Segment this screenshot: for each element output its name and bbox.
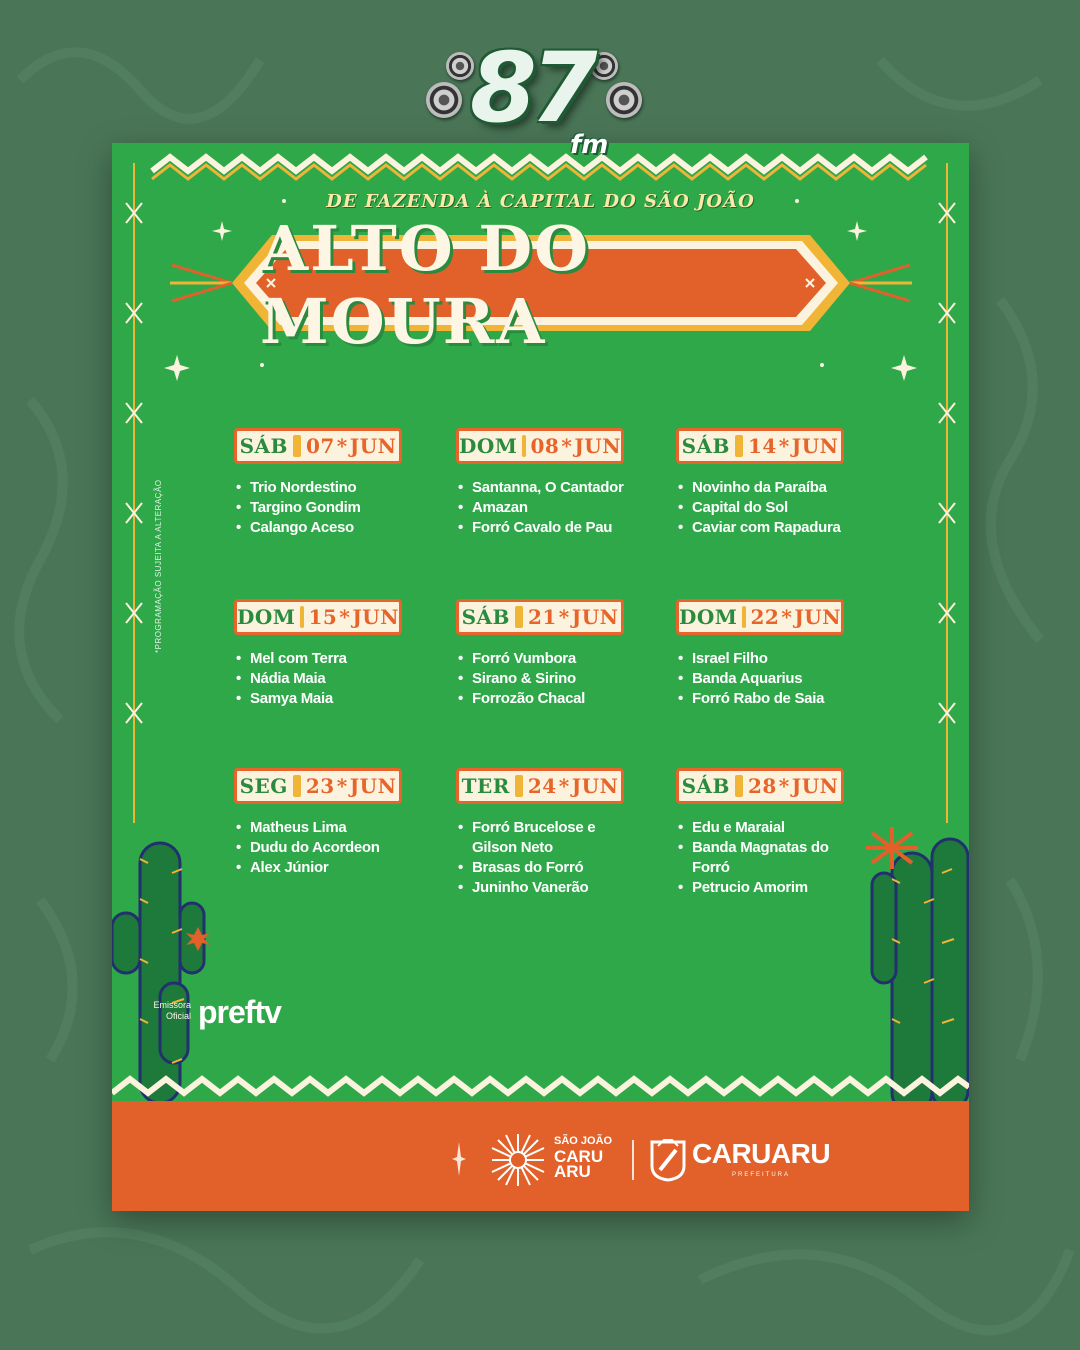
separator-icon: [522, 435, 525, 457]
date-number: 08: [530, 434, 560, 458]
date-number: 07: [305, 434, 335, 458]
separator-icon: [735, 775, 743, 797]
separator-icon: [293, 775, 301, 797]
star-icon: *: [558, 605, 570, 629]
artist-list: [456, 478, 676, 538]
preftv-logo: preftv: [198, 994, 281, 1030]
date-number: 24: [527, 774, 557, 798]
radio-logo: [420, 30, 660, 180]
speaker-icon: [590, 52, 618, 80]
emissora-label: Emissora Oficial: [153, 1000, 191, 1021]
weekday: DOM: [237, 605, 296, 629]
list-item: • Banda Magnatas do Forró: [676, 838, 836, 878]
list-item: • Brasas do Forró: [456, 858, 616, 878]
artist-list: [234, 478, 454, 538]
day-block: [676, 599, 896, 709]
separator-icon: [293, 435, 301, 457]
list-item: • Forrozão Chacal: [456, 689, 676, 709]
date-number: 23: [305, 774, 335, 798]
artist-list: [234, 818, 454, 878]
poster-tagline: DE FAZENDA À CAPITAL DO SÃO JOÃO: [326, 191, 755, 212]
date-number: 28: [747, 774, 777, 798]
list-item: • Targino Gondim: [234, 498, 454, 518]
star-icon: *: [339, 605, 351, 629]
list-item: • Matheus Lima: [234, 818, 454, 838]
list-item: • Forró Brucelose e Gilson Neto: [456, 818, 616, 858]
list-item: • Israel Filho: [676, 649, 896, 669]
list-item: • Samya Maia: [234, 689, 454, 709]
prefeitura-label: PREFEITURA: [732, 1172, 791, 1178]
day-block: [676, 428, 896, 538]
artist-list: [676, 478, 896, 538]
list-item: • Amazan: [456, 498, 676, 518]
list-item: • Dudu do Acordeon: [234, 838, 454, 858]
day-block: [234, 428, 454, 538]
star-icon: *: [778, 774, 790, 798]
poster-title: ALTO DO MOURA: [260, 212, 591, 358]
date-tag: [234, 768, 402, 804]
sun-icon: [488, 1132, 548, 1188]
list-item: • Calango Aceso: [234, 518, 454, 538]
artist-list: [676, 818, 836, 898]
date-tag: [456, 599, 624, 635]
month: JUN: [352, 605, 399, 629]
divider: [632, 1140, 634, 1180]
separator-icon: [515, 775, 523, 797]
weekday: SÁB: [681, 774, 730, 798]
date-tag: [676, 768, 844, 804]
artist-list: [676, 649, 896, 709]
month: JUN: [571, 605, 619, 629]
artist-list: [234, 649, 454, 709]
list-item: • Banda Aquarius: [676, 669, 896, 689]
date-number: 14: [747, 434, 777, 458]
day-block: [234, 768, 454, 878]
month: JUN: [349, 434, 397, 458]
weekday: SÁB: [681, 434, 730, 458]
date-number: 21: [527, 605, 557, 629]
weekday: DOM: [459, 434, 518, 458]
list-item: • Mel com Terra: [234, 649, 454, 669]
list-item: • Sirano & Sirino: [456, 669, 676, 689]
separator-icon: [742, 606, 745, 628]
weekday: DOM: [679, 605, 738, 629]
speaker-icon: [606, 82, 642, 118]
date-number: 15: [308, 605, 338, 629]
sj-line1: SÃO JOÃO: [554, 1135, 613, 1147]
separator-icon: [300, 606, 303, 628]
month: JUN: [571, 774, 619, 798]
star-icon: *: [336, 434, 348, 458]
star-icon: *: [558, 774, 570, 798]
divider-icon: [452, 1142, 466, 1176]
list-item: • Capital do Sol: [676, 498, 896, 518]
list-item: • Nádia Maia: [234, 669, 454, 689]
month: JUN: [349, 774, 397, 798]
date-tag: [456, 428, 624, 464]
date-tag: [676, 428, 844, 464]
date-tag: [676, 599, 844, 635]
separator-icon: [515, 606, 523, 628]
date-number: 22: [750, 605, 780, 629]
sj-line2: CARU: [554, 1147, 604, 1166]
list-item: • Petrucio Amorim: [676, 878, 836, 898]
date-tag: [456, 768, 624, 804]
day-block: [234, 599, 454, 709]
city-crest-icon: [648, 1136, 688, 1182]
speaker-icon: [426, 82, 462, 118]
weekday: SÁB: [461, 605, 510, 629]
list-item: • Alex Júnior: [234, 858, 454, 878]
day-block: [676, 768, 839, 898]
list-item: • Trio Nordestino: [234, 478, 454, 498]
date-tag: [234, 428, 402, 464]
month: JUN: [791, 434, 839, 458]
weekday: SEG: [239, 774, 288, 798]
list-item: • Forró Cavalo de Pau: [456, 518, 676, 538]
month: JUN: [791, 774, 839, 798]
date-tag: [234, 599, 402, 635]
list-item: • Novinho da Paraíba: [676, 478, 896, 498]
logo-number: 87: [470, 32, 592, 144]
logo-suffix: fm: [570, 130, 609, 160]
schedule-disclaimer: *PROGRAMAÇÃO SUJEITA A ALTERAÇÃO: [154, 479, 163, 653]
star-icon: *: [778, 434, 790, 458]
day-block: [456, 428, 676, 538]
star-icon: *: [561, 434, 573, 458]
day-block: [456, 599, 676, 709]
list-item: • Forró Vumbora: [456, 649, 676, 669]
weekday: TER: [461, 774, 510, 798]
month: JUN: [574, 434, 621, 458]
artist-list: [456, 649, 676, 709]
sao-joao-caruaru-logo: [554, 1134, 612, 1179]
separator-icon: [735, 435, 743, 457]
day-block: [456, 768, 619, 898]
list-item: • Edu e Maraial: [676, 818, 836, 838]
weekday: SÁB: [239, 434, 288, 458]
list-item: • Forró Rabo de Saia: [676, 689, 896, 709]
star-icon: *: [781, 605, 793, 629]
list-item: • Juninho Vanerão: [456, 878, 616, 898]
month: JUN: [794, 605, 841, 629]
star-icon: *: [336, 774, 348, 798]
list-item: • Santanna, O Cantador: [456, 478, 676, 498]
list-item: • Caviar com Rapadura: [676, 518, 896, 538]
sj-line3: ARU: [554, 1162, 591, 1181]
artist-list: [456, 818, 616, 898]
caruaru-logo: CARUARU: [692, 1138, 831, 1169]
event-poster: [112, 143, 969, 1211]
